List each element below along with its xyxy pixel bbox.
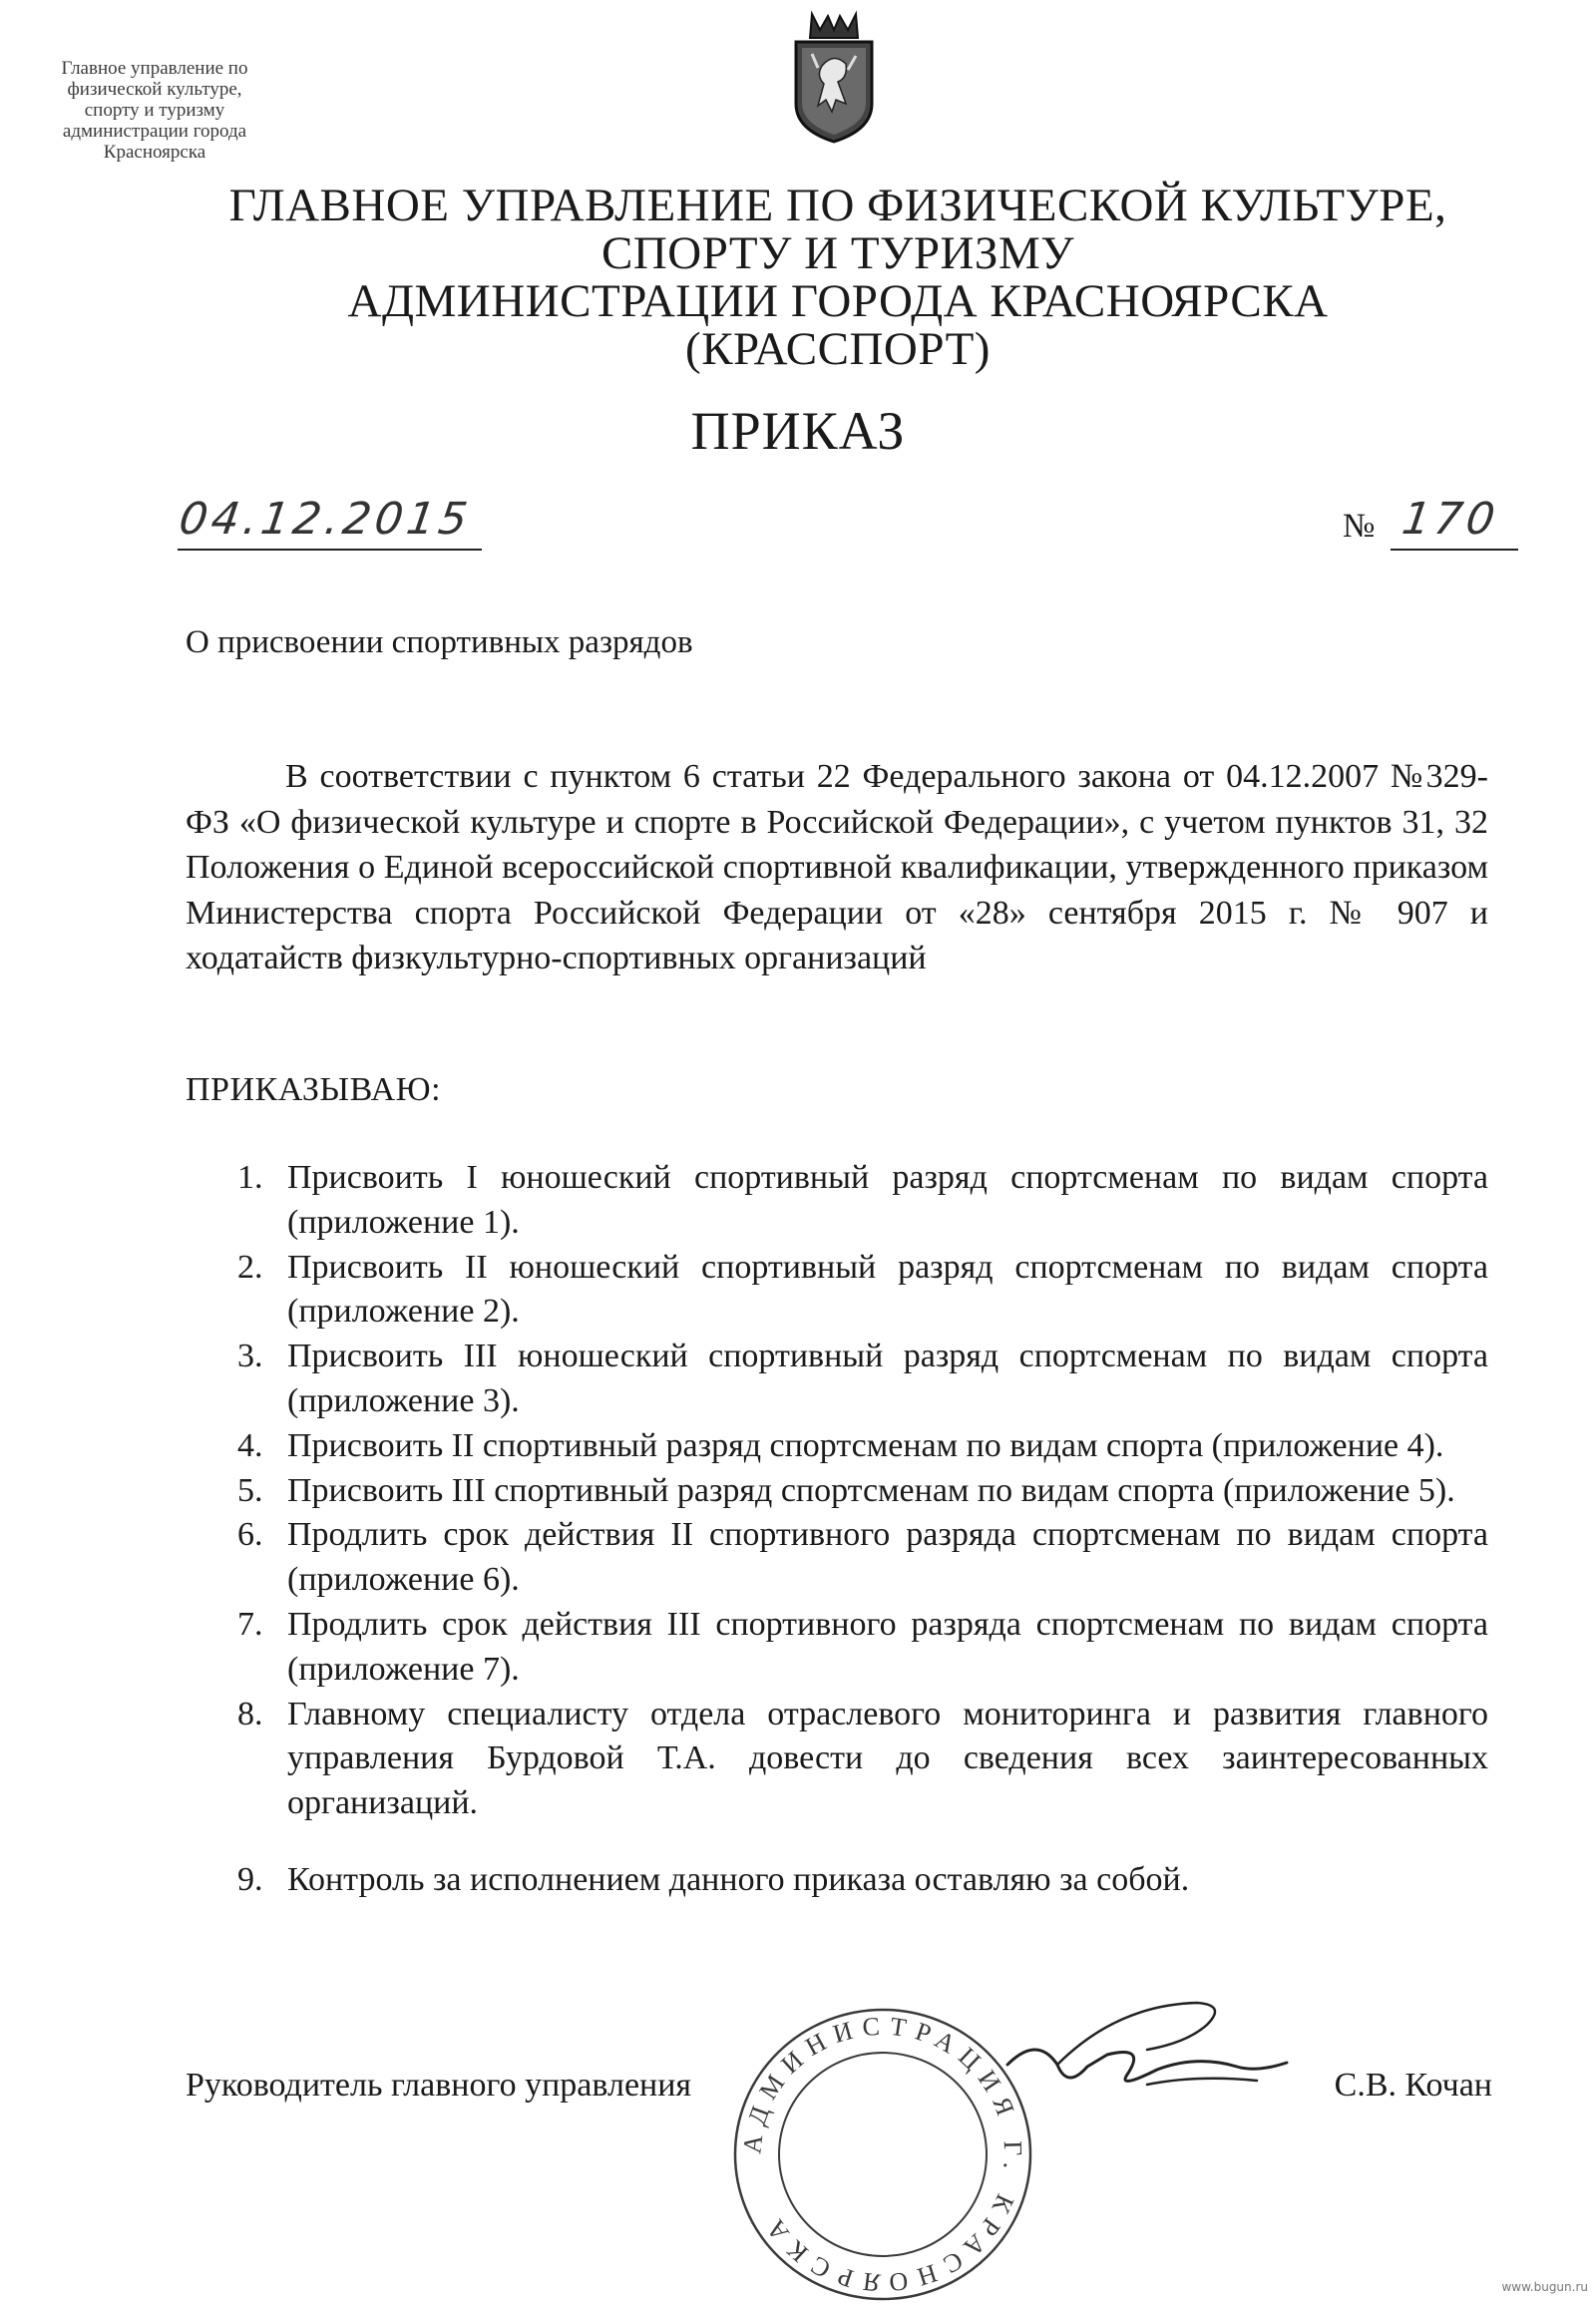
handwritten-date: 04.12.2015 [176, 494, 475, 545]
handwritten-number: 170 [1398, 494, 1502, 545]
item-number: 4. [237, 1426, 263, 1464]
orders-heading: ПРИКАЗЫВАЮ: [186, 1071, 442, 1108]
list-item [186, 1693, 1488, 1826]
item-text: Присвоить II юношеский спортивный разряд спортсменам по видам спорта (приложение 2). [287, 1248, 1488, 1331]
org-line-4: (КРАССПОРТ) [685, 323, 991, 375]
seal-ring-text: АДМИНИСТРАЦИЯ Г. КРАСНОЯРСКА [737, 2011, 1028, 2298]
list-item [186, 1335, 1488, 1424]
signature-row [186, 2065, 1492, 2114]
item-number: 6. [237, 1516, 263, 1554]
list-item [186, 1469, 1488, 1514]
item-number: 9. [237, 1860, 263, 1898]
item-number: 3. [237, 1338, 263, 1375]
list-item [186, 1603, 1488, 1693]
svg-text:АДМИНИСТРАЦИЯ Г. КРАСНОЯРСКА [737, 2011, 1027, 2297]
official-seal-stamp [728, 2005, 1037, 2304]
item-number: 5. [237, 1471, 263, 1509]
list-item [186, 1513, 1488, 1603]
item-text: Продлить срок действия II спортивного разряда спортсменам по видам спорта (приложение 6). [287, 1516, 1488, 1599]
list-item [186, 1246, 1488, 1336]
org-line-2: СПОРТУ И ТУРИЗМУ [600, 227, 1075, 279]
document-subject: О присвоении спортивных разрядов [186, 624, 693, 660]
date-number-row [178, 494, 1519, 564]
org-line-3: АДМИНИСТРАЦИИ ГОРОДА КРАСНОЯРСКА [347, 275, 1329, 327]
coat-of-arms-emblem [788, 8, 880, 144]
item-number: 1. [237, 1159, 263, 1196]
organization-header [100, 182, 1576, 373]
item-number: 8. [237, 1695, 263, 1732]
list-item [186, 1858, 1488, 1903]
number-label: № [1343, 508, 1376, 545]
signer-position: Руководитель главного управления [186, 2067, 692, 2104]
item-number: 7. [237, 1605, 263, 1643]
item-text: Присвоить III спортивный разряд спортсменам по видам спорта (приложение 5). [287, 1471, 1455, 1509]
list-item [186, 1424, 1488, 1469]
item-text: Присвоить I юношеский спортивный разряд спортсменам по видам спорта (приложение 1). [287, 1159, 1488, 1241]
item-text: Присвоить III юношеский спортивный разряд спортсменам по видам спорта (приложение 3). [287, 1338, 1488, 1419]
orders-list [186, 1156, 1488, 1903]
document-type-title: ПРИКАЗ [690, 401, 906, 461]
item-text: Продлить срок действия III спортивного разряда спортсменам по видам спорта (приложение 7). [287, 1605, 1488, 1688]
seal-inner-text: Главное управление по физической культуре, спорту и туризму администрации города Красноярска [61, 58, 248, 163]
preamble-paragraph: В соответствии с пунктом 6 статьи 22 Федерального закона от 04.12.2007 №329-ФЗ «О физической культуре и спорте в Российской Федерации», с учетом пунктов 31, 32 Положения о Единой всероссийской спортивной квалификации, утвержденного приказом Министерства спорта Российской Федерации от «28» сентября 2015 г. № 907 и ходатайств физкультурно-спортивных организаций [186, 758, 1488, 976]
item-text: Главному специалисту отдела отраслевого мониторинга и развития главного управления Бурдовой Т.А. довести до сведения всех заинтересованных организаций. [287, 1695, 1488, 1822]
item-text: Присвоить II спортивный разряд спортсменам по видам спорта (приложение 4). [287, 1426, 1444, 1464]
source-watermark: www.bugun.ru [1501, 2280, 1588, 2294]
org-line-1: ГЛАВНОЕ УПРАВЛЕНИЕ ПО ФИЗИЧЕСКОЙ КУЛЬТУРЕ, [228, 180, 1447, 231]
number-underline [1391, 549, 1518, 551]
signer-name: С.В. Кочан [1334, 2067, 1492, 2104]
item-number: 2. [237, 1248, 263, 1286]
date-underline [178, 549, 482, 551]
item-text: Контроль за исполнением данного приказа оставляю за собой. [287, 1860, 1190, 1898]
list-item [186, 1156, 1488, 1246]
